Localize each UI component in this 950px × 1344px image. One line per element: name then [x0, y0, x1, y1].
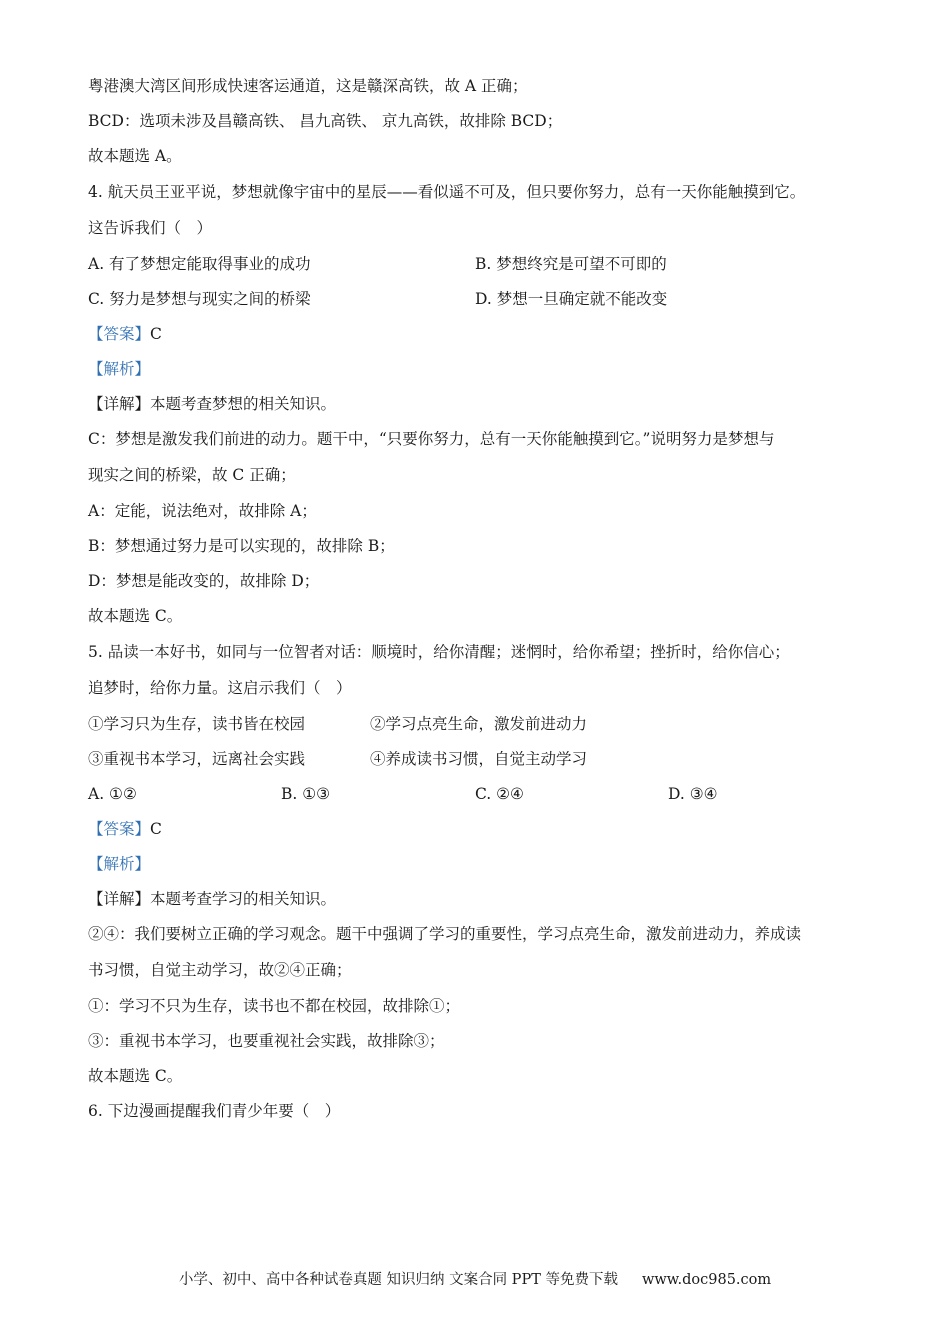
statement-item: ②学习点亮生命，激发前进动力	[370, 715, 588, 733]
answer-tag: 【答案】	[88, 325, 151, 343]
option-a: A. ①②	[88, 785, 137, 803]
text-line: 故本题选 A。	[88, 147, 182, 165]
text-line: 故本题选 C。	[88, 607, 183, 625]
question-5-stem: 5. 品读一本好书，如同与一位智者对话：顺境时，给你清醒；迷惘时，给你希望；挫折时，给你信心；	[88, 643, 790, 661]
text-line: 现实之间的桥梁，故 C 正确；	[88, 466, 296, 484]
text-line: D：梦想是能改变的，故排除 D；	[88, 572, 320, 590]
text-line: ②④：我们要树立正确的学习观念。题干中强调了学习的重要性，学习点亮生命，激发前进动力，养成读	[88, 925, 802, 943]
option-c: C. 努力是梦想与现实之间的桥梁	[88, 290, 311, 308]
option-b: B. 梦想终究是可望不可即的	[475, 255, 667, 273]
question-6-stem: 6. 下边漫画提醒我们青少年要（ ）	[88, 1102, 341, 1120]
statement-item: ①学习只为生存，读书皆在校园	[88, 715, 306, 733]
text-line: 故本题选 C。	[88, 1067, 183, 1085]
footer-link[interactable]: www.doc985.com	[641, 1272, 772, 1288]
footer-text: 小学、初中、高中各种试卷真题 知识归纳 文案合同 PPT 等免费下载	[178, 1272, 618, 1288]
text-line: ③：重视书本学习，也要重视社会实践，故排除③；	[88, 1032, 445, 1050]
analysis-tag: 【解析】	[88, 855, 151, 873]
question-4-stem: 这告诉我们（ ）	[88, 219, 213, 237]
statement-item: ④养成读书习惯，自觉主动学习	[370, 750, 588, 768]
option-b: B. ①③	[281, 785, 331, 803]
option-a: A. 有了梦想定能取得事业的成功	[88, 255, 311, 273]
text-line: BCD：选项未涉及昌赣高铁、 昌九高铁、 京九高铁，故排除 BCD；	[88, 112, 563, 130]
answer-line	[88, 324, 162, 344]
text-line: B：梦想通过努力是可以实现的，故排除 B；	[88, 537, 395, 555]
question-4-stem: 4. 航天员王亚平说，梦想就像宇宙中的星辰——看似遥不可及，但只要你努力，总有一天你能触摸到它。	[88, 183, 806, 201]
text-line: 粤港澳大湾区间形成快速客运通道，这是赣深高铁，故 A 正确；	[88, 77, 528, 95]
statement-item: ③重视书本学习，远离社会实践	[88, 750, 306, 768]
answer-value: C	[150, 325, 162, 343]
option-c: C. ②④	[475, 785, 524, 803]
detail-line: 【详解】本题考查梦想的相关知识。	[88, 395, 337, 413]
page-footer	[0, 1270, 950, 1290]
answer-line	[88, 819, 162, 839]
option-d: D. ③④	[668, 785, 718, 803]
text-line: C：梦想是激发我们前进的动力。题干中，“只要你努力，总有一天你能触摸到它。”说明努力是梦想与	[88, 430, 775, 448]
question-5-stem: 追梦时，给你力量。这启示我们（ ）	[88, 679, 352, 697]
analysis-tag: 【解析】	[88, 360, 151, 378]
option-d: D. 梦想一旦确定就不能改变	[475, 290, 668, 308]
text-line: ①：学习不只为生存，读书也不都在校园，故排除①；	[88, 997, 461, 1015]
answer-value: C	[150, 820, 162, 838]
detail-line: 【详解】本题考查学习的相关知识。	[88, 890, 337, 908]
text-line: 书习惯，自觉主动学习，故②④正确；	[88, 961, 352, 979]
text-line: A：定能，说法绝对，故排除 A；	[88, 502, 317, 520]
answer-tag: 【答案】	[88, 820, 151, 838]
